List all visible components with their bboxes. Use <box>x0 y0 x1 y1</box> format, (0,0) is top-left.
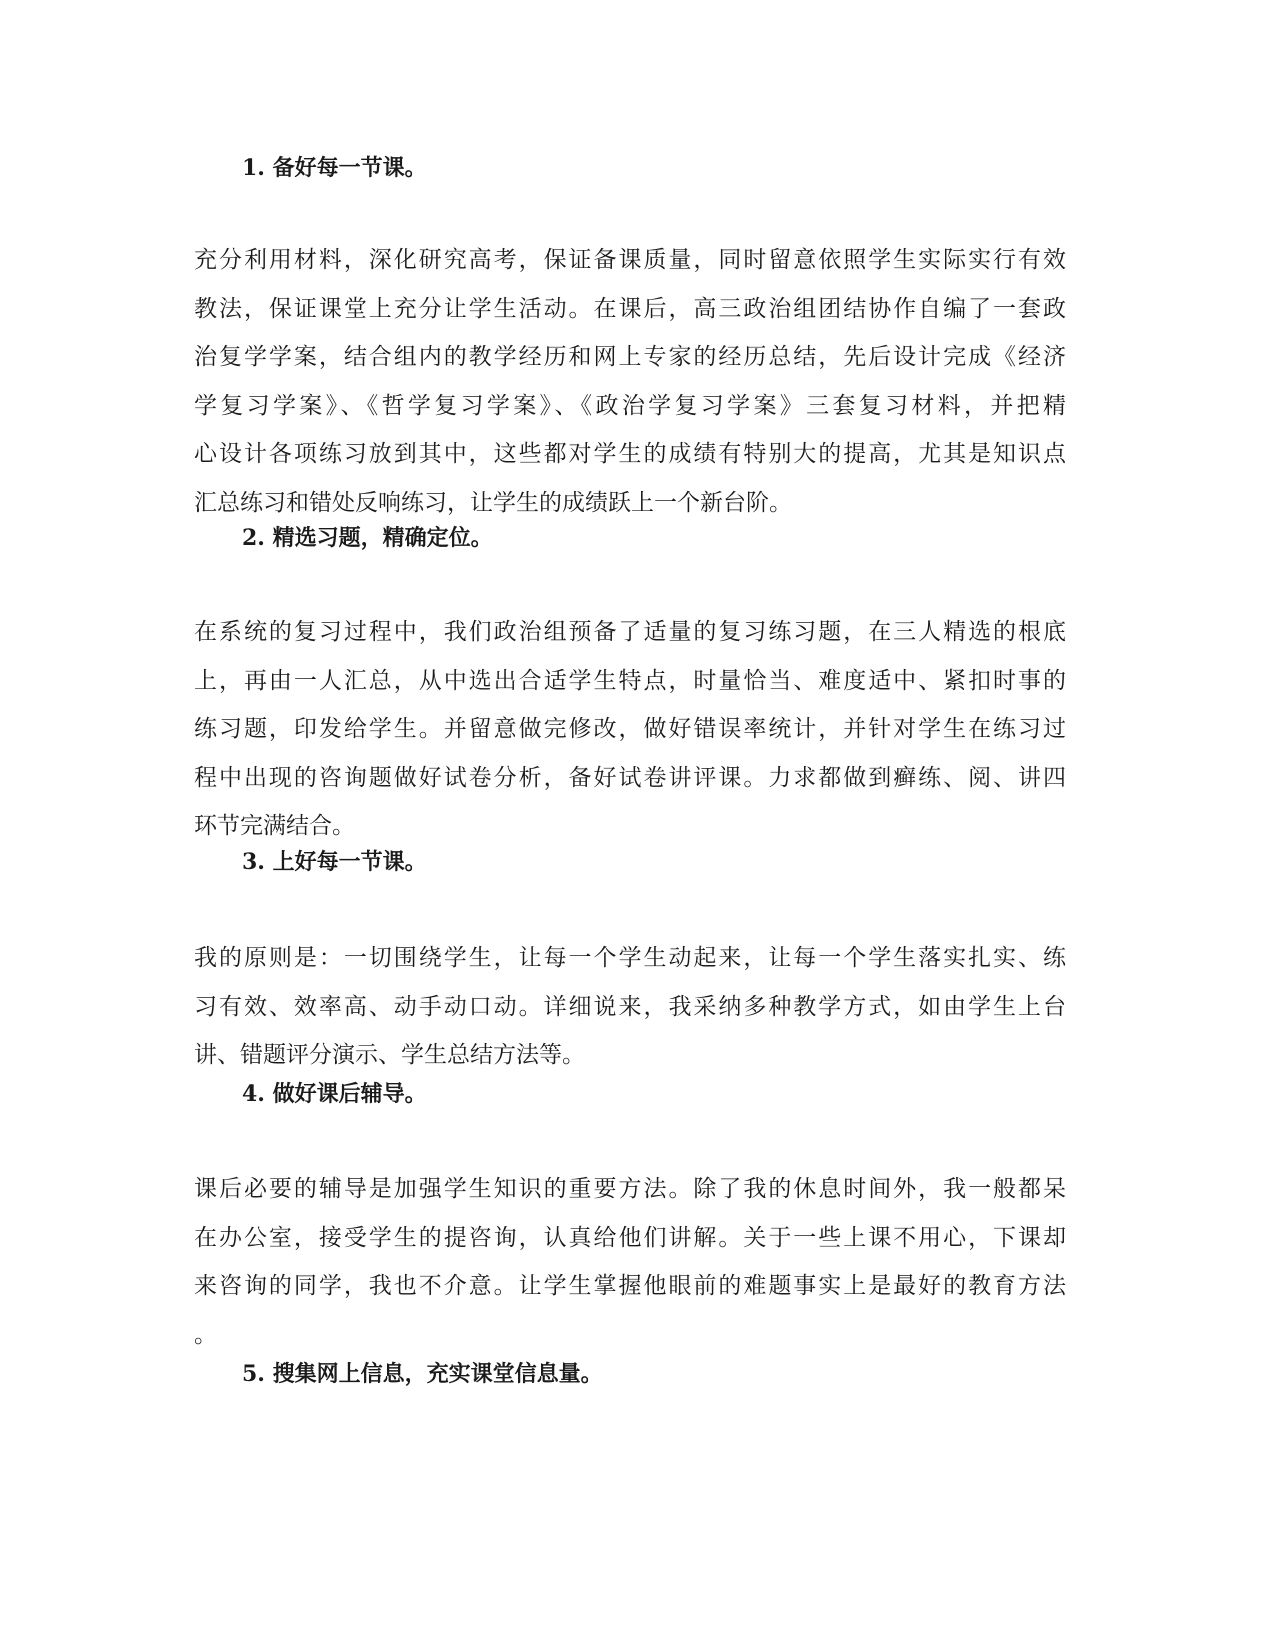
section-paragraph-1 <box>194 236 1066 527</box>
paragraph-line: 环节完满结合。 <box>194 813 355 839</box>
paragraph-line: 在办公室，接受学生的提咨询，认真给他们讲解。关于一些上课不用心，下课却 <box>194 1224 1066 1251</box>
section-heading-4: 4. 做好课后辅导。 <box>242 1081 427 1107</box>
paragraph-line: 在系统的复习过程中，我们政治组预备了适量的复习练习题，在三人精选的根底 <box>194 619 1066 645</box>
paragraph-line: 程中出现的咨询题做好试卷分析，备好试卷讲评课。力求都做到癣练、阅、讲四 <box>194 764 1066 791</box>
paragraph-line: 来咨询的同学，我也不介意。让学生掌握他眼前的难题事实上是最好的教育方法 <box>194 1273 1066 1299</box>
paragraph-line: 练习题，印发给学生。并留意做完修改，做好错误率统计，并针对学生在练习过 <box>194 716 1066 742</box>
paragraph-line: 我的原则是：一切围绕学生，让每一个学生动起来，让每一个学生落实扎实、练 <box>194 945 1066 971</box>
paragraph-line: 讲、错题评分演示、学生总结方法等。 <box>194 1042 585 1068</box>
paragraph-line: 充分利用材料，深化研究高考，保证备课质量，同时留意依照学生实际实行有效 <box>194 247 1066 273</box>
section-heading-5: 5. 搜集网上信息，充实课堂信息量。 <box>242 1361 603 1387</box>
section-heading-3: 3. 上好每一节课。 <box>242 849 427 875</box>
paragraph-line: 上，再由一人汇总，从中选出合适学生特点，时量恰当、难度适中、紧扣时事的 <box>194 667 1066 694</box>
paragraph-line: 心设计各项练习放到其中，这些都对学生的成绩有特别大的提高，尤其是知识点 <box>194 441 1066 467</box>
paragraph-line: 教法，保证课堂上充分让学生活动。在课后，高三政治组团结协作自编了一套政 <box>194 295 1066 322</box>
section-paragraph-4 <box>194 1165 1066 1359</box>
paragraph-line: 学复习学案》、《哲学复习学案》、《政治学复习学案》三套复习材料，并把精 <box>194 392 1066 419</box>
paragraph-line: 汇总练习和错处反响练习，让学生的成绩跃上一个新台阶。 <box>194 489 792 516</box>
paragraph-line: 治复学学案，结合组内的教学经历和网上专家的经历总结，先后设计完成《经济 <box>194 344 1066 370</box>
paragraph-line: 课后必要的辅导是加强学生知识的重要方法。除了我的休息时间外，我一般都呆 <box>194 1176 1066 1202</box>
section-heading-2: 2. 精选习题，精确定位。 <box>242 525 493 551</box>
section-heading-1: 1. 备好每一节课。 <box>242 155 427 181</box>
section-paragraph-2 <box>194 608 1066 851</box>
section-paragraph-3 <box>194 934 1066 1080</box>
paragraph-line: 。 <box>194 1321 217 1348</box>
paragraph-line: 习有效、效率高、动手动口动。详细说来，我采纳多种教学方式，如由学生上台 <box>194 993 1066 1020</box>
